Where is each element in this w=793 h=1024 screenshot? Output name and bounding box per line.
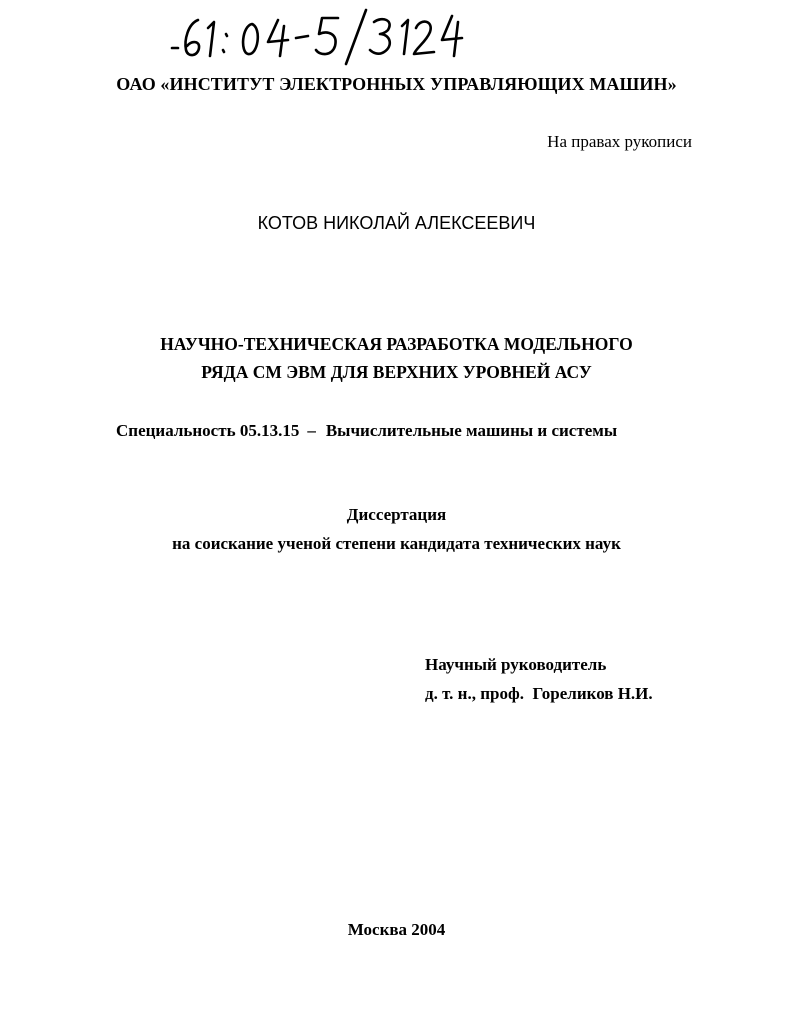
organization-name: ОАО «ИНСТИТУТ ЭЛЕКТРОННЫХ УПРАВЛЯЮЩИХ МАШИН» — [116, 74, 677, 94]
city-year: Москва 2004 — [347, 920, 446, 939]
rights-notice: На правах рукописи — [547, 132, 692, 151]
dissertation-degree: на соискание ученой степени кандидата технических наук — [172, 534, 621, 553]
dissertation-title — [0, 330, 793, 386]
specialty-dash: – — [307, 421, 316, 440]
title-line-2: РЯДА СМ ЭВМ ДЛЯ ВЕРХНИХ УРОВНЕЙ АСУ — [201, 362, 592, 382]
handwritten-catalog-number — [168, 6, 468, 66]
author-name: КОТОВ НИКОЛАЙ АЛЕКСЕЕВИЧ — [257, 213, 536, 233]
specialty-label: Специальность 05.13.15 — [116, 421, 300, 440]
supervisor-block — [425, 650, 653, 708]
supervisor-role: Научный руководитель — [425, 655, 607, 674]
dissertation-type: Диссертация — [346, 505, 447, 524]
title-line-1: НАУЧНО-ТЕХНИЧЕСКАЯ РАЗРАБОТКА МОДЕЛЬНОГО — [160, 334, 633, 354]
handwritten-catalog-number-drawing — [168, 6, 468, 66]
specialty-line — [116, 421, 617, 441]
specialty-name: Вычислительные машины и системы — [325, 421, 618, 440]
supervisor-name: д. т. н., проф. Гореликов Н.И. — [425, 684, 653, 703]
dissertation-block — [0, 500, 793, 558]
